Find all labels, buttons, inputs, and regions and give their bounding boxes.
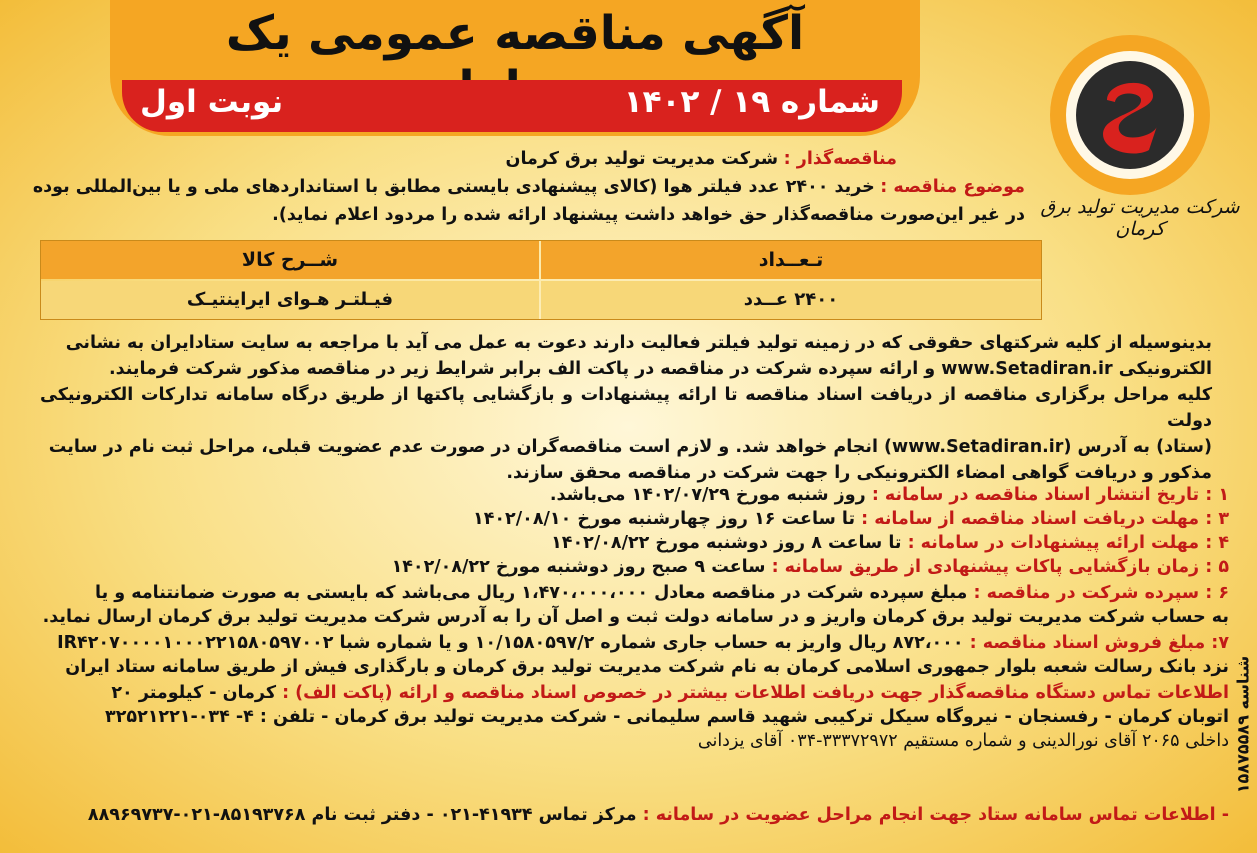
schedule-item [95, 582, 1229, 604]
item-label: ۶ : سپرده شرکت در مناقصه : [973, 583, 1229, 603]
notice-title: آگهی مناقصه عمومی یک [225, 6, 805, 61]
notice-number: شماره ۱۹ / ۱۴۰۲ [623, 84, 880, 120]
subject-text-2: در غیر این‌صورت مناقصه‌گذار حق خواهد داشت پیشنهاد ارائه شده را مردود اعلام نماید). [272, 205, 1025, 225]
intro-paragraph [40, 330, 1212, 486]
side-id-text: شناسه ۱۵۸۷۵۵۸۹ [1233, 655, 1253, 794]
sale-label: ۷: مبلغ فروش اسناد مناقصه : [969, 633, 1229, 653]
schedule-item [550, 484, 1229, 506]
contact-line-2 [105, 706, 1229, 728]
side-identifier [1228, 600, 1252, 850]
goods-table [40, 240, 1042, 320]
item-value: تا ساعت ۱۶ روز چهارشنبه مورخ ۱۴۰۲/۰۸/۱۰ [473, 509, 856, 529]
intro-line: بدینوسیله از کلیه شرکتهای حقوقی که در زمینه تولید فیلتر فعالیت دارند دعوت به عمل می آید با مراجعه به سایت ستادایران به نشانی [65, 333, 1212, 353]
logo-emblem-icon [1045, 30, 1215, 200]
intro-line: (ستاد) به آدرس (www.Setadiran.ir) انجام خواهد شد. و لازم است مناقصه‌گران در صورت عدم عضویت قبلی، مراحل ثبت نام در سایت [48, 437, 1212, 457]
table-header-qty: تـعــداد [541, 241, 1041, 279]
tenderer-value: شرکت مدیریت تولید برق کرمان [505, 149, 779, 169]
schedule-item [551, 532, 1229, 554]
table-header-desc: شــرح کالا [41, 241, 539, 279]
sale-value: ۸۷۲،۰۰۰ ریال واریز به حساب جاری شماره ۱۰/۱۵۸۰۵۹۷/۲ و یا شماره شبا IR۴۲۰۷۰۰۰۰۱۰۰۰۲۲۱۵۸۰۵۹۷۰۰۲ [57, 633, 964, 653]
subject-label: موضوع مناقصه : [880, 177, 1025, 197]
schedule-item [473, 508, 1229, 530]
setad-label: - اطلاعات تماس سامانه ستاد جهت انجام مراحل عضویت در سامانه : [642, 805, 1229, 825]
sale-line-2 [65, 656, 1229, 678]
contact-value: کرمان - کیلومتر ۲۰ [111, 683, 276, 703]
table-cell-desc: فیـلتـر هـوای ایراینتیـک [41, 281, 539, 319]
setad-value: مرکز تماس ۴۱۹۳۴-۰۲۱ - دفتر ثبت نام ۸۵۱۹۳۷۶۸-۰۲۱-۸۸۹۶۹۷۳۷ [87, 805, 637, 825]
contact-line-3 [698, 730, 1229, 752]
item-label: ۱ : تاریخ انتشار اسناد مناقصه در سامانه : [871, 485, 1229, 505]
item-value: روز شنبه مورخ ۱۴۰۲/۰۷/۲۹ می‌باشد. [549, 485, 866, 505]
deposit-text: به حساب شرکت مدیریت تولید برق کرمان واریز و در سامانه دولت ثبت و اصل آن را به آدرس شرکت مدیریت تولید برق کرمان ارسال نماید. [42, 607, 1229, 627]
table-cell-qty: ۲۴۰۰ عــدد [541, 281, 1041, 319]
contact-line [111, 682, 1229, 704]
logo-caption: شرکت مدیریت تولید برق کرمان [1040, 196, 1240, 240]
deposit-line-2 [43, 606, 1229, 628]
sale-line [57, 632, 1229, 654]
subject-line [33, 176, 1025, 198]
contact-label: اطلاعات تماس دستگاه مناقصه‌گذار جهت دریافت اطلاعات بیشتر در خصوص اسناد مناقصه و ارائه (پاکت الف) : [282, 683, 1229, 703]
sale-text-2: نزد بانک رسالت شعبه بلوار جمهوری اسلامی کرمان به نام شرکت مدیریت تولید برق کرمان و بارگذاری فیش از طریق سامانه ستاد ایران [65, 657, 1229, 677]
subject-text-1: خرید ۲۴۰۰ عدد فیلتر هوا (کالای پیشنهادی بایستی مطابق با استانداردهای ملی و یا بین‌المللی بوده [32, 177, 875, 197]
intro-line: کلیه مراحل برگزاری مناقصه از دریافت اسناد مناقصه تا ارائه پیشنهادات و بازگشایی پاکتها از طریق درگاه سامانه تدارکات الکترونیکی دولت [40, 385, 1212, 431]
contact-text-2: اتوبان کرمان - رفسنجان - نیروگاه سیکل ترکیبی شهید قاسم سلیمانی - شرکت مدیریت تولید برق کرمان - تلفن : ۴- ۰۳۴-۳۲۵۲۱۲۲۱ [105, 707, 1229, 727]
item-value: ساعت ۹ صبح روز دوشنبه مورخ ۱۴۰۲/۰۸/۲۲ [391, 557, 766, 577]
schedule-item [392, 556, 1229, 578]
item-label: ۳ : مهلت دریافت اسناد مناقصه از سامانه : [861, 509, 1229, 529]
tenderer-line [506, 148, 897, 170]
tenderer-label: مناقصه‌گذار : [783, 149, 897, 169]
notice-round: نوبت اول [140, 84, 284, 120]
setad-line [88, 804, 1229, 826]
intro-line: مذکور و دریافت گواهی امضاء الکترونیکی را جهت شرکت در مناقصه محقق سازند. [506, 463, 1212, 483]
item-value: تا ساعت ۸ روز دوشنبه مورخ ۱۴۰۲/۰۸/۲۲ [551, 533, 902, 553]
item-label: ۴ : مهلت ارائه پیشنهادات در سامانه : [907, 533, 1229, 553]
contact-text-3: داخلی ۲۰۶۵ آقای نورالدینی و شماره مستقیم ۳۳۳۷۲۹۷۲-۰۳۴ آقای یزدانی [697, 731, 1229, 751]
item-label: ۵ : زمان بازگشایی پاکات پیشنهادی از طریق سامانه : [771, 557, 1229, 577]
subject-line-2 [272, 204, 1025, 226]
intro-line: الکترونیکی www.Setadiran.ir و ارائه سپرده شرکت در مناقصه در پاکت الف برابر شرایط زیر در مناقصه مذکور شرکت فرمایند. [109, 359, 1212, 379]
item-value: مبلغ سپرده شرکت در مناقصه معادل ۱،۴۷۰،۰۰۰،۰۰۰ ریال می‌باشد که بایستی به صورت ضمانتنامه و یا [95, 583, 968, 603]
